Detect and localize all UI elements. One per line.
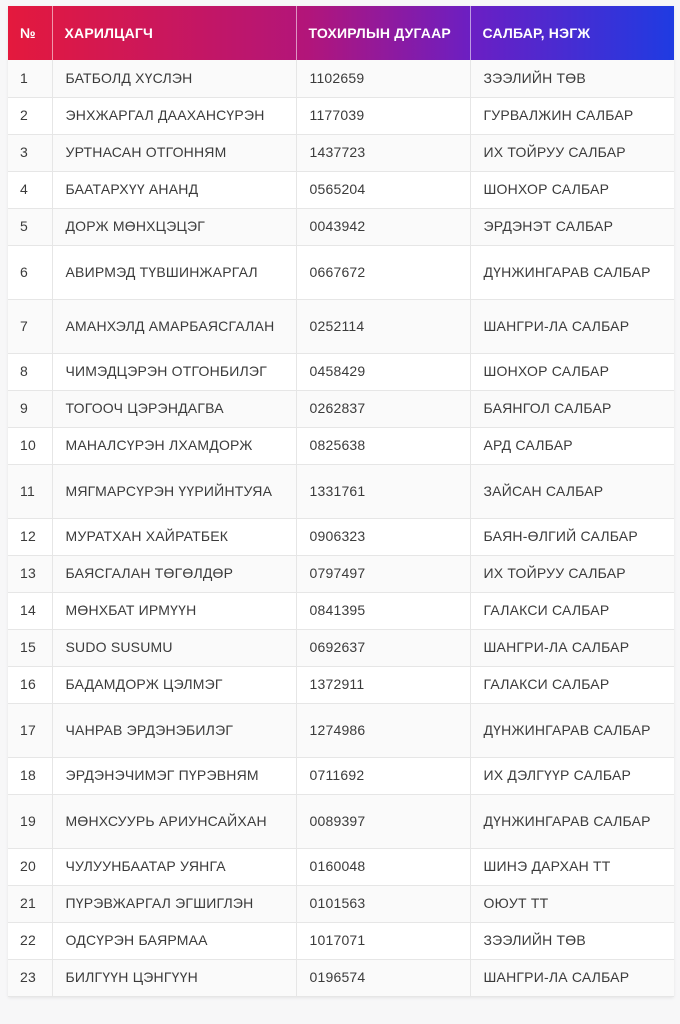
branch-name: ЭРДЭНЭТ САЛБАР	[470, 208, 674, 245]
table-row	[8, 922, 674, 959]
contract-number: 1437723	[296, 134, 470, 171]
row-number: 6	[8, 245, 52, 299]
contract-number: 0797497	[296, 555, 470, 592]
column-header-branch: САЛБАР, НЭГЖ	[482, 24, 591, 41]
client-name: ЧИМЭДЦЭРЭН ОТГОНБИЛЭГ	[52, 353, 296, 390]
contract-number: 0160048	[296, 848, 470, 885]
row-number: 2	[8, 97, 52, 134]
contract-number: 0667672	[296, 245, 470, 299]
branch-name: ДҮНЖИНГАРАВ САЛБАР	[470, 245, 674, 299]
branch-name: ГУРВАЛЖИН САЛБАР	[470, 97, 674, 134]
client-name: SUDO SUSUMU	[52, 629, 296, 666]
client-name: ДОРЖ МӨНХЦЭЦЭГ	[52, 208, 296, 245]
client-name: ТОГООЧ ЦЭРЭНДАГВА	[52, 390, 296, 427]
row-number: 17	[8, 703, 52, 757]
table-row	[8, 134, 674, 171]
contract-number: 1177039	[296, 97, 470, 134]
row-number: 22	[8, 922, 52, 959]
row-number: 20	[8, 848, 52, 885]
branch-name: ИХ ТОЙРУУ САЛБАР	[470, 134, 674, 171]
client-name: ЭРДЭНЭЧИМЭГ ПҮРЭВНЯМ	[52, 757, 296, 794]
table-row	[8, 518, 674, 555]
client-name: БАЯСГАЛАН ТӨГӨЛДӨР	[52, 555, 296, 592]
contract-number: 1274986	[296, 703, 470, 757]
table-row	[8, 97, 674, 134]
row-number: 19	[8, 794, 52, 848]
table-row	[8, 555, 674, 592]
branch-name: ЗАЙСАН САЛБАР	[470, 464, 674, 518]
branch-name: ГАЛАКСИ САЛБАР	[470, 666, 674, 703]
contract-number: 0825638	[296, 427, 470, 464]
table-row	[8, 299, 674, 353]
table-row	[8, 592, 674, 629]
row-number: 12	[8, 518, 52, 555]
table-row	[8, 353, 674, 390]
branch-name: ИХ ДЭЛГҮҮР САЛБАР	[470, 757, 674, 794]
table-row	[8, 171, 674, 208]
table-row	[8, 464, 674, 518]
contract-number: 0841395	[296, 592, 470, 629]
client-name: БААТАРХҮҮ АНАНД	[52, 171, 296, 208]
row-number: 18	[8, 757, 52, 794]
client-name: МУРАТХАН ХАЙРАТБЕК	[52, 518, 296, 555]
winners-table	[8, 6, 674, 997]
row-number: 13	[8, 555, 52, 592]
branch-name: ШАНГРИ-ЛА САЛБАР	[470, 959, 674, 996]
branch-name: ШАНГРИ-ЛА САЛБАР	[470, 299, 674, 353]
row-number: 7	[8, 299, 52, 353]
table-row	[8, 208, 674, 245]
table-row	[8, 757, 674, 794]
branch-name: ШОНХОР САЛБАР	[470, 353, 674, 390]
table-row	[8, 703, 674, 757]
row-number: 10	[8, 427, 52, 464]
branch-name: ГАЛАКСИ САЛБАР	[470, 592, 674, 629]
branch-name: АРД САЛБАР	[470, 427, 674, 464]
table-header	[8, 6, 674, 60]
branch-name: ЗЭЭЛИЙН ТӨВ	[470, 60, 674, 97]
contract-number: 0089397	[296, 794, 470, 848]
branch-name: ОЮУТ ТТ	[470, 885, 674, 922]
table-row	[8, 848, 674, 885]
client-name: ОДСҮРЭН БАЯРМАА	[52, 922, 296, 959]
client-name: МЯГМАРСҮРЭН ҮҮРИЙНТУЯА	[52, 464, 296, 518]
branch-name: ИХ ТОЙРУУ САЛБАР	[470, 555, 674, 592]
row-number: 16	[8, 666, 52, 703]
client-name: ЭНХЖАРГАЛ ДААХАНСҮРЭН	[52, 97, 296, 134]
client-name: УРТНАСАН ОТГОННЯМ	[52, 134, 296, 171]
row-number: 3	[8, 134, 52, 171]
table-row	[8, 60, 674, 97]
contract-number: 0196574	[296, 959, 470, 996]
branch-name: БАЯН-ӨЛГИЙ САЛБАР	[470, 518, 674, 555]
branch-name: ДҮНЖИНГАРАВ САЛБАР	[470, 794, 674, 848]
contract-number: 1017071	[296, 922, 470, 959]
contract-number: 0043942	[296, 208, 470, 245]
client-name: ЧУЛУУНБААТАР УЯНГА	[52, 848, 296, 885]
contract-number: 0458429	[296, 353, 470, 390]
branch-name: ДҮНЖИНГАРАВ САЛБАР	[470, 703, 674, 757]
contract-number: 0565204	[296, 171, 470, 208]
row-number: 14	[8, 592, 52, 629]
branch-name: ЗЭЭЛИЙН ТӨВ	[470, 922, 674, 959]
contract-number: 1372911	[296, 666, 470, 703]
client-name: АМАНХЭЛД АМАРБАЯСГАЛАН	[52, 299, 296, 353]
client-name: АВИРМЭД ТҮВШИНЖАРГАЛ	[52, 245, 296, 299]
row-number: 23	[8, 959, 52, 996]
winners-table-container	[8, 6, 674, 997]
table-header-row	[8, 6, 674, 60]
table-row	[8, 666, 674, 703]
row-number: 1	[8, 60, 52, 97]
contract-number: 0906323	[296, 518, 470, 555]
table-row	[8, 959, 674, 996]
column-header-client: ХАРИЛЦАГЧ	[52, 6, 296, 60]
row-number: 8	[8, 353, 52, 390]
column-header-number: №	[8, 6, 52, 60]
contract-number: 0711692	[296, 757, 470, 794]
table-row	[8, 794, 674, 848]
client-name: МӨНХБАТ ИРМҮҮН	[52, 592, 296, 629]
branch-name: ШАНГРИ-ЛА САЛБАР	[470, 629, 674, 666]
table-row	[8, 427, 674, 464]
client-name: БАТБОЛД ХҮСЛЭН	[52, 60, 296, 97]
branch-name: ШОНХОР САЛБАР	[470, 171, 674, 208]
row-number: 21	[8, 885, 52, 922]
client-name: БАДАМДОРЖ ЦЭЛМЭГ	[52, 666, 296, 703]
contract-number: 1102659	[296, 60, 470, 97]
column-header-code: ТОХИРЛЫН ДУГААР	[296, 6, 470, 60]
table-row	[8, 885, 674, 922]
client-name: МӨНХСУУРЬ АРИУНСАЙХАН	[52, 794, 296, 848]
client-name: БИЛГҮҮН ЦЭНГҮҮН	[52, 959, 296, 996]
row-number: 9	[8, 390, 52, 427]
table-row	[8, 390, 674, 427]
contract-number: 0692637	[296, 629, 470, 666]
branch-name: БАЯНГОЛ САЛБАР	[470, 390, 674, 427]
client-name: ЧАНРАВ ЭРДЭНЭБИЛЭГ	[52, 703, 296, 757]
contract-number: 0101563	[296, 885, 470, 922]
client-name: МАНАЛСҮРЭН ЛХАМДОРЖ	[52, 427, 296, 464]
table-row	[8, 245, 674, 299]
contract-number: 0262837	[296, 390, 470, 427]
row-number: 15	[8, 629, 52, 666]
row-number: 5	[8, 208, 52, 245]
row-number: 4	[8, 171, 52, 208]
contract-number: 1331761	[296, 464, 470, 518]
row-number: 11	[8, 464, 52, 518]
contract-number: 0252114	[296, 299, 470, 353]
table-body	[8, 60, 674, 996]
client-name: ПҮРЭВЖАРГАЛ ЭГШИГЛЭН	[52, 885, 296, 922]
table-row	[8, 629, 674, 666]
branch-name: ШИНЭ ДАРХАН ТТ	[470, 848, 674, 885]
